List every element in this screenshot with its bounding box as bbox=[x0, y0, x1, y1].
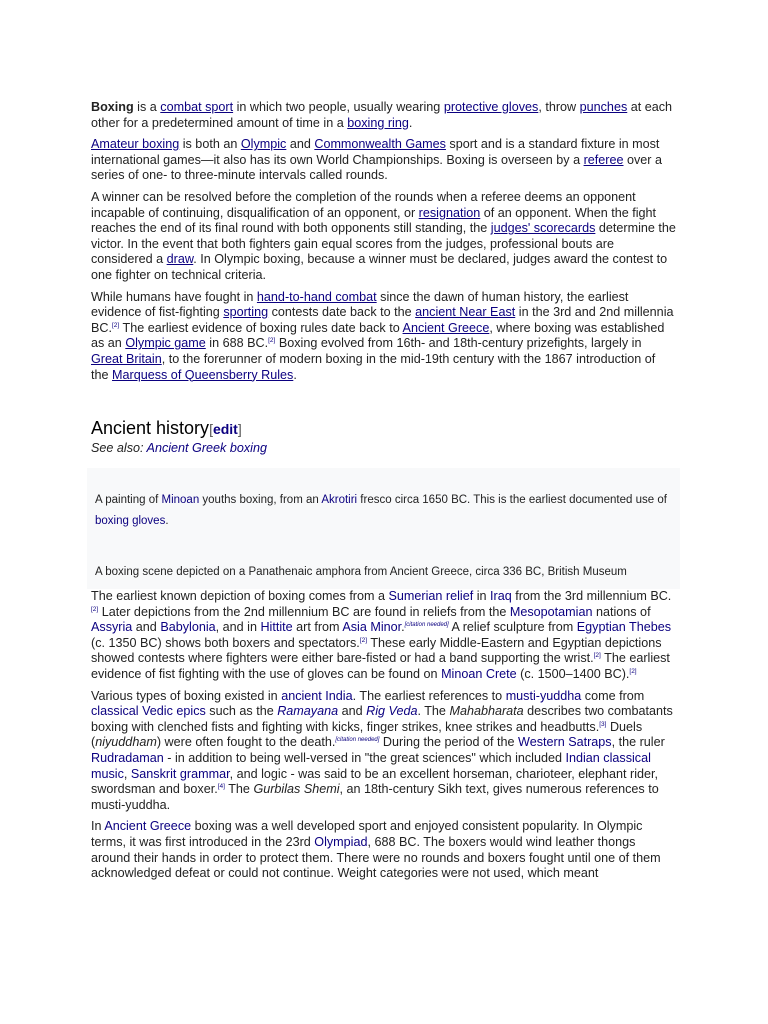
link-boxing-gloves[interactable]: boxing gloves bbox=[95, 515, 166, 528]
link-babylonia[interactable]: Babylonia bbox=[160, 620, 216, 635]
niyuddham-term: niyuddham bbox=[95, 735, 157, 750]
citation-needed[interactable]: [citation needed] bbox=[404, 622, 449, 629]
link-assyria[interactable]: Assyria bbox=[91, 620, 133, 635]
link-ramayana[interactable]: Ramayana bbox=[277, 704, 339, 719]
link-minoan-crete[interactable]: Minoan Crete bbox=[441, 667, 517, 682]
link-amateur-boxing[interactable]: Amateur boxing bbox=[91, 137, 180, 152]
link-ancient-greece[interactable]: Ancient Greece bbox=[402, 320, 490, 335]
link-ancient-greece-2[interactable]: Ancient Greece bbox=[104, 819, 192, 834]
citation-needed[interactable]: [citation needed] bbox=[335, 737, 380, 744]
history-paragraph-2: Various types of boxing existed in ancient India. The earliest references to musti-yuddha come from classical Vedic epics such as the Ramayana and Rig Veda. The Mahabharata describes two combatants boxing with clenched fists and fighting with kicks, finger strikes, knee strikes and headbutts.[3] Duels (niyuddham) were often fought to the death.[citation needed] During the period of the Western Satraps, the ruler Rudradaman - in addition to being well-versed in "the great sciences" which included Indian classical music, Sanskrit grammar, and logic - was said to be an excellent horseman, charioteer, elephant rider, swordsman and boxer.[4] The Gurbilas Shemi, an 18th-century Sikh text, gives numerous references to musti-yuddha. bbox=[91, 688, 673, 812]
citation-ref[interactable]: [2] bbox=[112, 321, 120, 329]
link-sumerian-relief[interactable]: Sumerian relief bbox=[388, 589, 474, 604]
citation-ref[interactable]: [2] bbox=[593, 652, 601, 660]
link-rudradaman[interactable]: Rudradaman bbox=[91, 751, 164, 766]
link-punches[interactable]: punches bbox=[579, 100, 628, 114]
link-resignation[interactable]: resignation bbox=[418, 205, 481, 220]
citation-ref[interactable]: [2] bbox=[359, 636, 368, 644]
link-olympic[interactable]: Olympic bbox=[240, 137, 287, 152]
image-gallery bbox=[87, 468, 680, 589]
link-rig-veda[interactable]: Rig Veda bbox=[366, 704, 418, 719]
citation-ref[interactable]: [2] bbox=[91, 605, 99, 613]
link-boxing-ring[interactable]: boxing ring bbox=[347, 115, 409, 130]
gallery-caption-2: A boxing scene depicted on a Panathenaic amphora from Ancient Greece, circa 336 BC, British Museum bbox=[95, 566, 627, 579]
edit-section: [edit] bbox=[209, 421, 242, 438]
link-mesopotamian[interactable]: Mesopotamian bbox=[509, 604, 593, 619]
link-combat-sport[interactable]: combat sport bbox=[160, 100, 234, 114]
section-heading-ancient-history: Ancient history[edit] bbox=[91, 418, 242, 439]
intro-paragraph-3: A winner can be resolved before the completion of the rounds when a referee deems an opponent incapable of continuing, disqualification of an opponent, or resignation of an opponent. When the fight reaches the end of its final round with both opponents still standing, the judges' scorecards determine the victor. In the event that both fighters gain equal scores from the judges, professional bouts are considered a draw. In Olympic boxing, because a winner must be declared, judges award the contest to one fighter on technical criteria. bbox=[91, 189, 676, 282]
link-minoan[interactable]: Minoan bbox=[161, 494, 200, 507]
citation-ref[interactable]: [2] bbox=[629, 667, 637, 675]
link-musti-yuddha[interactable]: musti-yuddha bbox=[505, 688, 582, 703]
link-referee[interactable]: referee bbox=[583, 152, 624, 167]
citation-ref[interactable]: [4] bbox=[217, 783, 225, 791]
link-queensberry-rules[interactable]: Marquess of Queensberry Rules bbox=[112, 367, 294, 382]
link-egyptian-thebes[interactable]: Egyptian Thebes bbox=[576, 620, 672, 635]
link-indian-classical-music[interactable]: Indian classical music bbox=[91, 751, 651, 781]
article-content bbox=[91, 100, 676, 888]
link-commonwealth-games[interactable]: Commonwealth Games bbox=[314, 137, 446, 152]
intro-paragraph-2: Amateur boxing is both an Olympic and Commonwealth Games sport and is a standard fixture in most international games—it also has its own World Championships. Boxing is overseen by a referee over a series of one- to three-minute intervals called rounds. bbox=[91, 137, 662, 183]
link-judges-scorecards[interactable]: judges' scorecards bbox=[490, 221, 596, 236]
history-paragraph-3: In Ancient Greece boxing was a well developed sport and enjoyed consistent popularity. In Olympic terms, it was first introduced in the 23rd Olympiad, 688 BC. The boxers would wind leather thongs around their hands in order to protect them. There were no rounds and boxers fought until one of them acknowledged defeat or could not continue. Weight categories were not used, which meant bbox=[91, 819, 661, 881]
link-sanskrit-grammar[interactable]: Sanskrit grammar bbox=[130, 766, 230, 781]
edit-section-link[interactable]: edit bbox=[212, 421, 238, 438]
gurbilas-shemi-title: Gurbilas Shemi bbox=[253, 782, 340, 797]
article-subject: Boxing bbox=[91, 100, 134, 114]
intro-paragraph-1: Boxing is a combat sport in which two people, usually wearing protective gloves, throw punches at each other for a predetermined amount of time in a boxing ring. bbox=[91, 100, 673, 130]
link-western-satraps[interactable]: Western Satraps bbox=[518, 735, 612, 750]
intro-paragraph-4: While humans have fought in hand-to-hand combat since the dawn of human history, the earliest evidence of fist-fighting sporting contests date back to the ancient Near East in the 3rd and 2nd millennia BC.[2] The earliest evidence of boxing rules date back to Ancient Greece, where boxing was established as an Olympic game in 688 BC.[2] Boxing evolved from 16th- and 18th-century prizefights, largely in Great Britain, to the forerunner of modern boxing in the mid-19th century with the 1867 introduction of the Marquess of Queensberry Rules. bbox=[91, 289, 674, 382]
citation-ref[interactable]: [2] bbox=[268, 337, 276, 345]
link-ancient-near-east[interactable]: ancient Near East bbox=[415, 305, 516, 320]
see-also-note: See also: Ancient Greek boxing bbox=[91, 441, 267, 456]
link-vedic-epics[interactable]: classical Vedic epics bbox=[91, 704, 206, 719]
link-ancient-greek-boxing[interactable]: Ancient Greek boxing bbox=[146, 441, 267, 456]
link-hittite[interactable]: Hittite bbox=[260, 620, 293, 635]
history-paragraph-1: The earliest known depiction of boxing comes from a Sumerian relief in Iraq from the 3rd millennium BC.[2] Later depictions from the 2nd millennium BC are found in reliefs from the Mesopotamian nations of Assyria and Babylonia, and in Hittite art from Asia Minor.[citation needed] A relief sculpture from Egyptian Thebes (c. 1350 BC) shows both boxers and spectators.[2] These early Middle-Eastern and Egyptian depictions showed contests where fighters were either bare-fisted or had a band supporting the wrist.[2] The earliest evidence of fist fighting with the use of gloves can be found on Minoan Crete (c. 1500–1400 BC).[2] bbox=[91, 589, 672, 682]
link-ancient-india[interactable]: ancient India bbox=[281, 688, 353, 703]
link-akrotiri[interactable]: Akrotiri bbox=[321, 494, 358, 507]
mahabharata-title: Mahabharata bbox=[449, 704, 524, 719]
link-sporting[interactable]: sporting bbox=[223, 305, 269, 320]
link-protective-gloves[interactable]: protective gloves bbox=[443, 100, 539, 114]
link-hand-to-hand-combat[interactable]: hand-to-hand combat bbox=[256, 289, 377, 304]
citation-ref[interactable]: [3] bbox=[599, 720, 607, 728]
link-olympic-game[interactable]: Olympic game bbox=[125, 336, 206, 351]
gallery-caption-1: A painting of Minoan youths boxing, from an Akrotiri fresco circa 1650 BC. This is the earliest documented use of boxing gloves. bbox=[95, 494, 667, 528]
link-iraq[interactable]: Iraq bbox=[490, 589, 512, 604]
link-draw[interactable]: draw bbox=[166, 252, 194, 267]
link-asia-minor[interactable]: Asia Minor bbox=[342, 620, 402, 635]
link-olympiad[interactable]: Olympiad bbox=[314, 835, 368, 849]
link-great-britain[interactable]: Great Britain bbox=[91, 351, 162, 366]
